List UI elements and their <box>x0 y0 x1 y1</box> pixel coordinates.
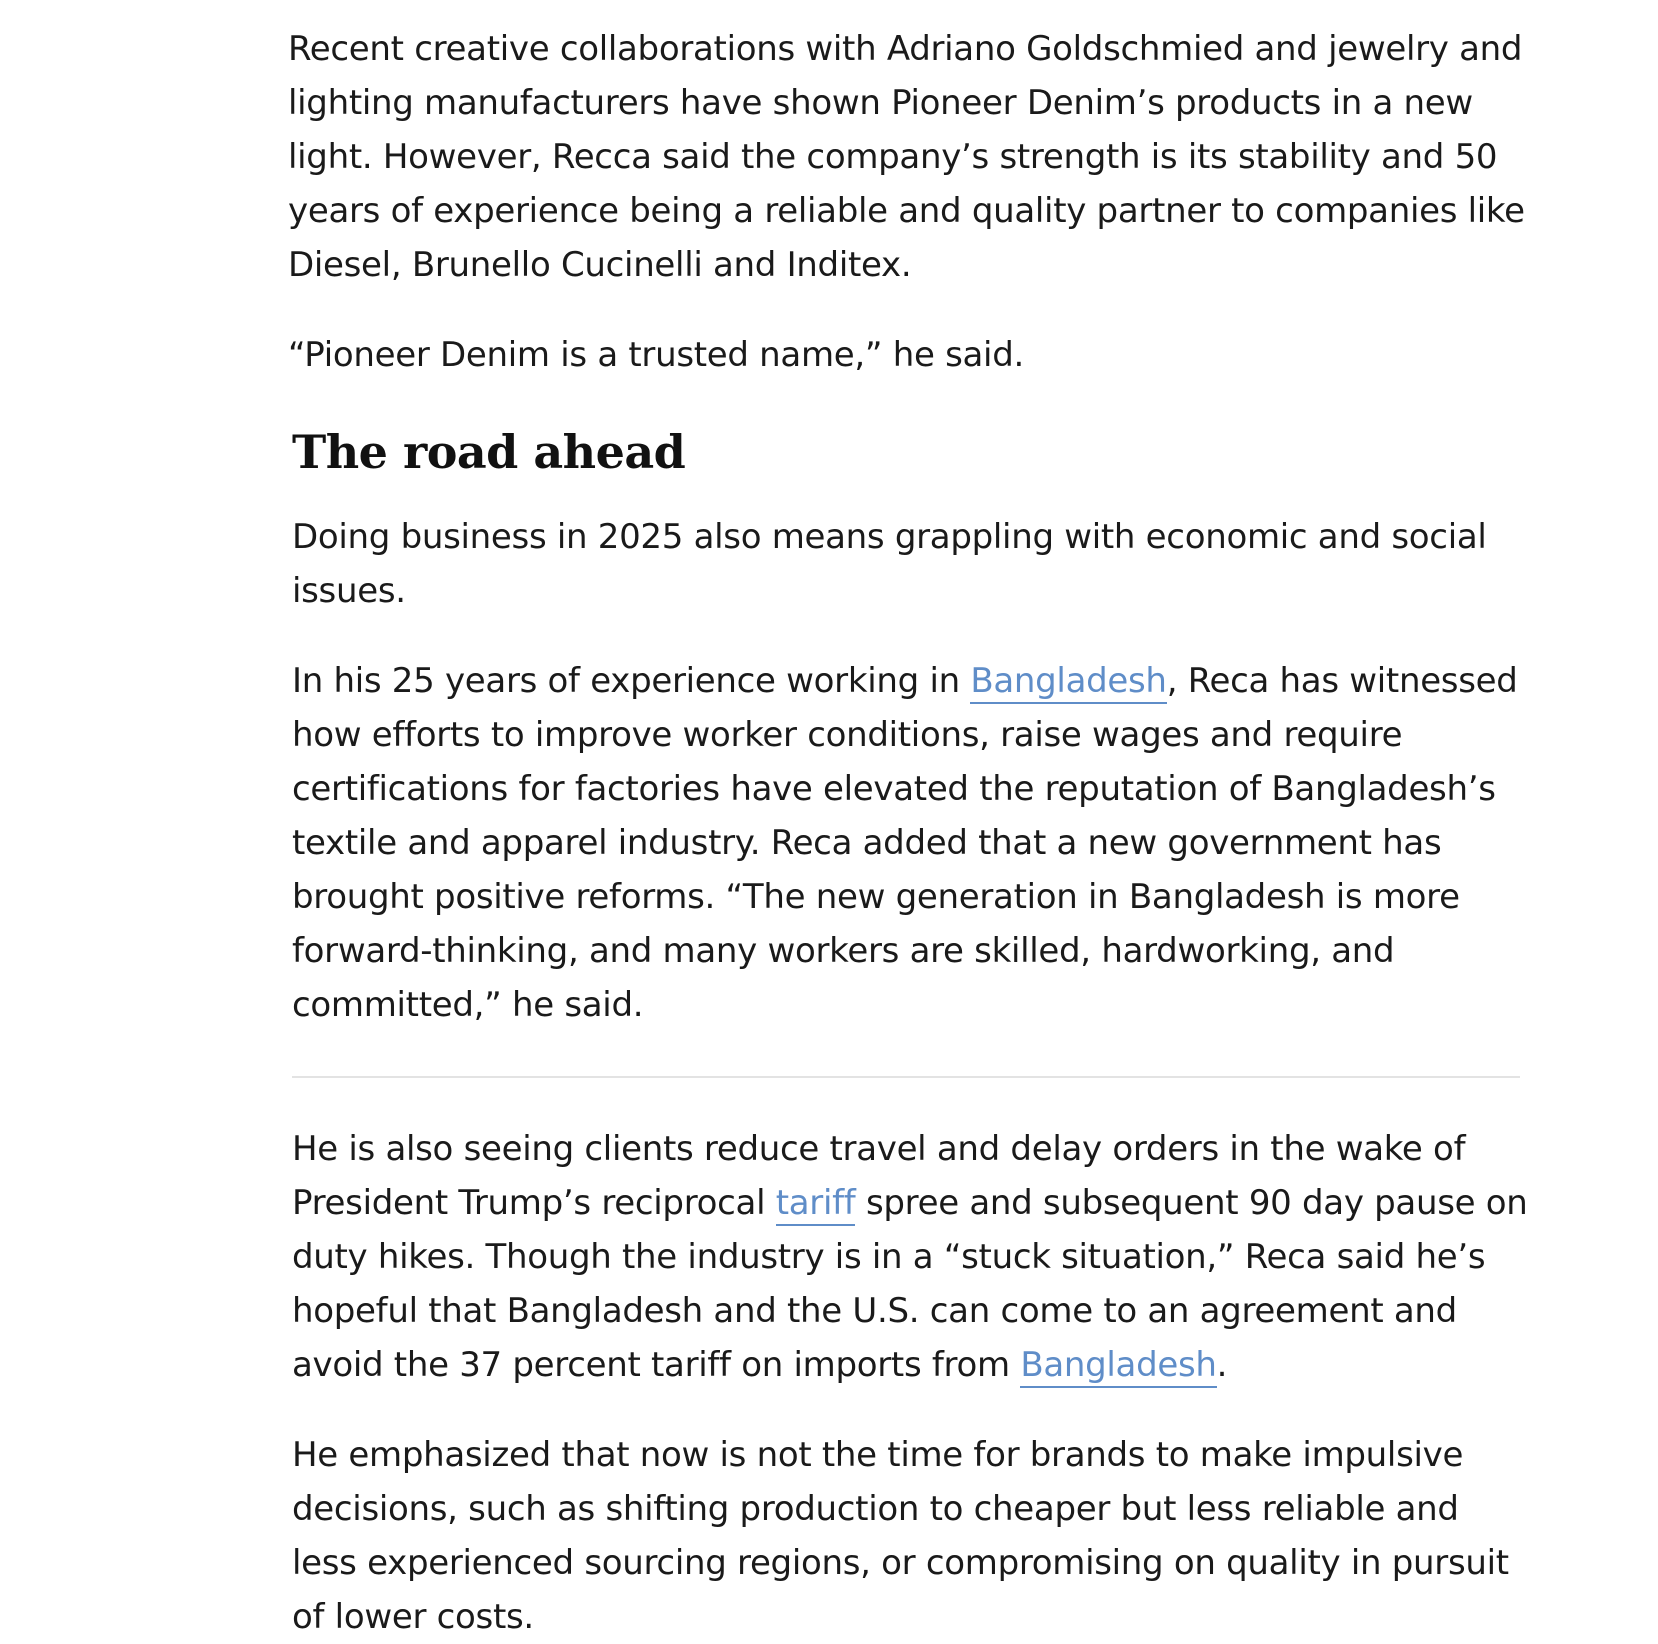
paragraph-collaborations: Recent creative collaborations with Adriano Goldschmied and jewelry and lighting manufacturers have shown Pioneer Denim’s products in a new light. However, Recca said the company’s strength is its stability and 50 years of experience being a reliable and quality partner to companies like Diesel, Brunello Cucinelli and Inditex. <box>288 29 1525 285</box>
paragraph-text-segment: He is also seeing clients reduce travel and delay orders in the wake of President Trump’s reciprocal <box>292 1129 1466 1223</box>
bangladesh-link[interactable]: Bangladesh <box>970 661 1166 704</box>
paragraph-text-segment: . <box>1216 1345 1228 1385</box>
paragraph-tariff <box>292 1122 1528 1392</box>
paragraph-doing-business: Doing business in 2025 also means grappling with economic and social issues. <box>292 517 1487 611</box>
tariff-link[interactable]: tariff <box>776 1183 856 1226</box>
paragraph-text-segment: spree and subsequent 90 day pause on duty hikes. Though the industry is in a “stuck situation,” Reca said he’s hopeful that Bangladesh and the U.S. can come to an agreement and avoid the 37 percent tariff on imports from <box>292 1183 1528 1385</box>
section-heading: The road ahead <box>292 425 686 479</box>
article-body <box>288 22 1528 1644</box>
paragraph-bangladesh-experience <box>292 654 1528 1032</box>
paragraph-impulsive-decisions: He emphasized that now is not the time for brands to make impulsive decisions, such as shifting production to cheaper but less reliable and less experienced sourcing regions, or compromising on quality in pursuit of lower costs. <box>292 1435 1509 1637</box>
bangladesh-link[interactable]: Bangladesh <box>1020 1345 1216 1388</box>
paragraph-text-segment: In his 25 years of experience working in <box>292 661 971 701</box>
paragraph-trusted-name-quote: “Pioneer Denim is a trusted name,” he said. <box>288 335 1024 375</box>
section-divider <box>292 1076 1520 1078</box>
paragraph-text-segment: , Reca has witnessed how efforts to improve worker conditions, raise wages and require certifications for factories have elevated the reputation of Bangladesh’s textile and apparel industry. Reca added that a new government has brought positive reforms. “The new generation in Bangladesh is more forward-thinking, and many workers are skilled, hardworking, and committed,” he said. <box>292 661 1518 1025</box>
